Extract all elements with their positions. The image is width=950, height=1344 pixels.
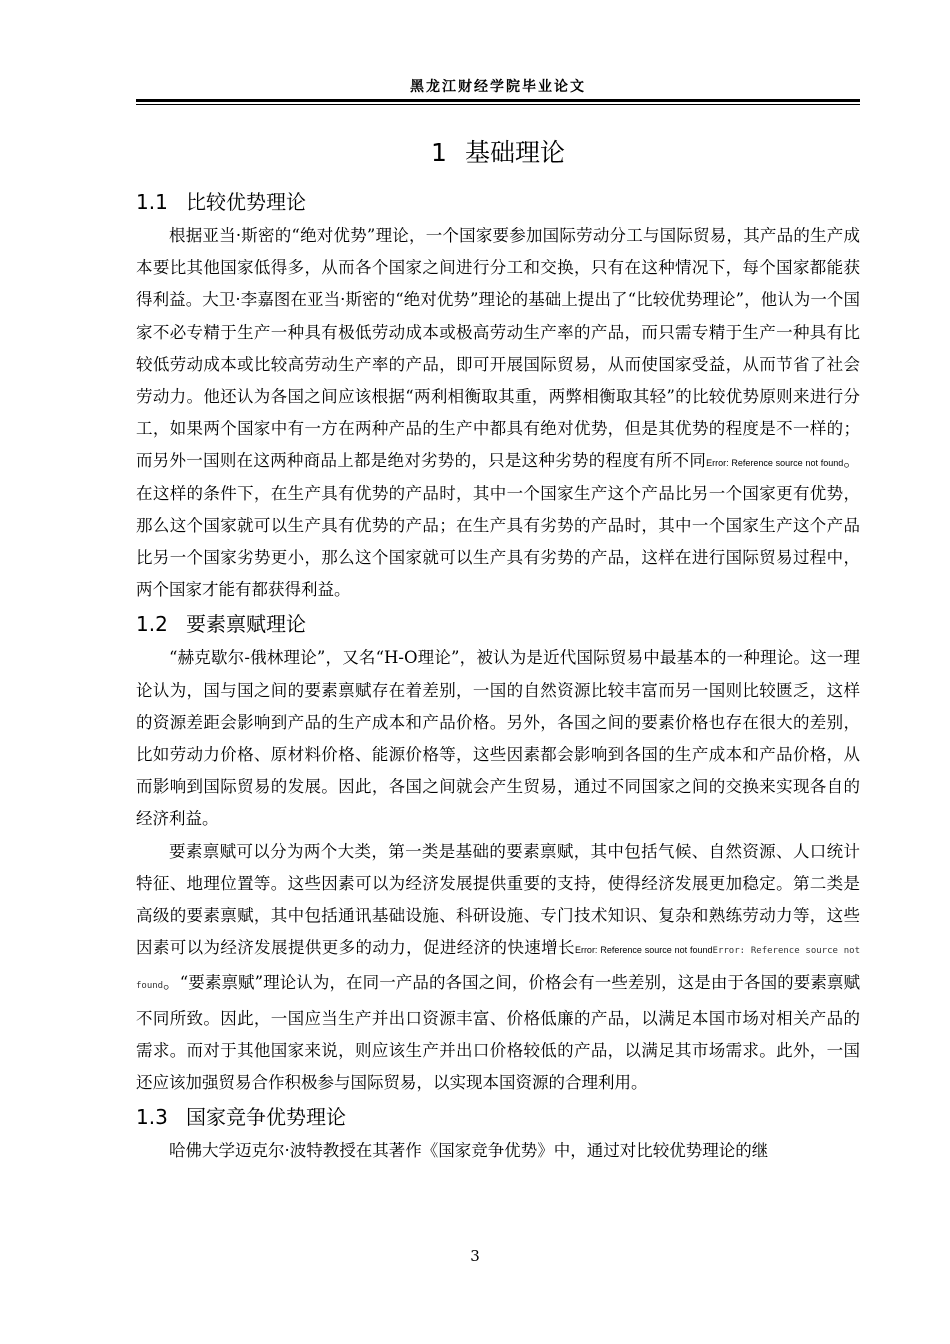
reference-error: Error: Reference source not found: [706, 458, 844, 469]
section-title: 要素禀赋理论: [186, 612, 306, 637]
section-heading: [136, 1099, 860, 1135]
reference-error: Error: Reference source not found: [574, 945, 713, 956]
section-title: 比较优势理论: [186, 190, 306, 214]
body-text: [136, 184, 860, 1167]
paragraph: [136, 642, 860, 835]
header-rule-thin: [136, 104, 860, 105]
paragraph-text: 要素禀赋可以分为两个大类，第一类是基础的要素禀赋，其中包括气候、自然资源、人口统计特征、地理位置等。这些因素可以为经济发展提供重要的支持，使得经济发展更加稳定。第二类是高级的要素禀赋，其中包括通讯基础设施、科研设施、专门技术知识、复杂和熟练劳动力等，这些因素可以为经济发展提供更多的动力，促进经济的快速增长: [136, 841, 860, 958]
reference-error-mono: Error: Reference source not found: [136, 946, 860, 992]
chapter-title: [136, 133, 860, 169]
chapter-number: 1: [431, 138, 447, 167]
section-number: 1.2: [136, 612, 168, 637]
section-title: 国家竞争优势理论: [186, 1105, 346, 1130]
section-heading: [136, 184, 860, 220]
chapter-title-text: 基础理论: [464, 138, 565, 167]
paragraph-text: 哈佛大学迈克尔·波特教授在其著作《国家竞争优势》中，通过对比较优势理论的继: [169, 1141, 769, 1161]
header-rule-thick: [136, 99, 860, 102]
paragraph: [136, 1135, 860, 1167]
running-header: 黑龙江财经学院毕业论文: [410, 79, 586, 95]
paragraph-text: “赫克歇尔-俄林理论”，又名“H-O理论”，被认为是近代国际贸易中最基本的一种理论。这一理论认为，国与国之间的要素禀赋存在着差别，一国的自然资源比较丰富而另一国则比较匮乏，这样的资源差距会影响到产品的生产成本和产品价格。另外，各国之间的要素价格也存在很大的差别，比如劳动力价格、原材料价格、能源价格等，这些因素都会影响到各国的生产成本和产品价格，从而影响到国际贸易的发展。因此，各国之间就会产生贸易，通过不同国家之间的交换来实现各自的经济利益。: [136, 648, 860, 829]
page-number: 3: [470, 1247, 480, 1265]
paragraph: [136, 836, 860, 1100]
paragraph-text: 。在这样的条件下，在生产具有优势的产品时，其中一个国家生产这个产品比另一个国家更有优势，那么这个国家就可以生产具有优势的产品；在生产具有劣势的产品时，其中一个国家生产这个产品比另一个国家劣势更小，那么这个国家就可以生产具有劣势的产品，这样在进行国际贸易过程中，两个国家才能有都获得利益。: [136, 451, 861, 600]
section-number: 1.3: [136, 1105, 168, 1130]
paragraph-text: 根据亚当·斯密的“绝对优势”理论，一个国家要参加国际劳动分工与国际贸易，其产品的生产成本要比其他国家低得多，从而各个国家之间进行分工和交换，只有在这种情况下，每个国家都能获得利益。大卫·李嘉图在亚当·斯密的“绝对优势”理论的基础上提出了“比较优势理论”，他认为一个国家不必专精于生产一种具有极低劳动成本或极高劳动生产率的产品，而只需专精于生产一种具有比较低劳动成本或比较高劳动生产率的产品，即可开展国际贸易，从而使国家受益，从而节省了社会劳动力。他还认为各国之间应该根据“两利相衡取其重，两弊相衡取其轻”的比较优势原则来进行分工，如果两个国家中有一方在两种产品的生产中都具有绝对优势，但是其优势的程度是不一样的；而另外一国则在这两种商品上都是绝对劣势的，只是这种劣势的程度有所不同: [136, 226, 860, 471]
section-number: 1.1: [136, 190, 168, 214]
section-heading: [136, 606, 860, 642]
paragraph-text: 。“要素禀赋”理论认为，在同一产品的各国之间，价格会有一些差别，这是由于各国的要素禀赋不同所致。因此，一国应当生产并出口资源丰富、价格低廉的产品，以满足本国市场对相关产品的需求。而对于其他国家来说，则应该生产并出口价格较低的产品，以满足其市场需求。此外，一国还应该加强贸易合作积极参与国际贸易，以实现本国资源的合理利用。: [136, 973, 860, 1093]
paragraph: [136, 220, 860, 606]
